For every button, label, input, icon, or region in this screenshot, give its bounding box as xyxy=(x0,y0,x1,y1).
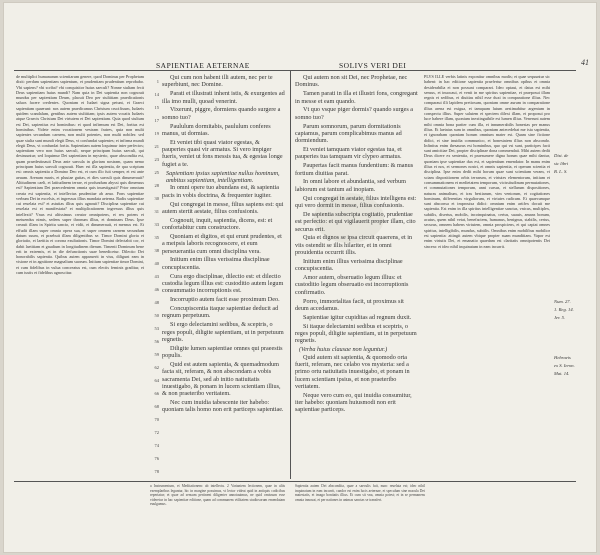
verse-number: 68 xyxy=(154,404,159,409)
verse-paragraph: Initium enim illius verissima disciplinae concupiscentia. xyxy=(162,256,270,271)
verse-paragraph: Parum somnorum, parum dormitationis capiamus, parum complicabimus manus ad dormiendum. xyxy=(295,122,402,145)
verse-paragraph: Amor autem, obseruatio legum illius: et custoditio legum obseruatio est incorruptionis confirmatio. xyxy=(295,274,409,296)
verse-paragraph: Vixerunt, piggre, dormiens quando surgere a somno tuo? xyxy=(162,106,281,121)
verse-paragraph: In omni opere tuo abundans est, & sapientia pacis in vobis doctrina, & frequenter iugiter. xyxy=(162,184,279,199)
book-page xyxy=(4,3,596,552)
margin-note-5: 1. Reg. 14. xyxy=(554,307,574,312)
verse-paragraph: Si ergo delectamini sedibus, & sceptris, o reges populi, diligite sapientiam, ut in perpetuum regnetis. xyxy=(162,321,284,343)
right-commentary-column xyxy=(424,74,550,479)
verse-paragraph: Vt quo vsque piger dormis? quando surges a somno tuo? xyxy=(295,106,414,121)
margin-note-7: Hebraeis xyxy=(554,355,571,360)
verse-paragraph: Qui cum non habent illi autem, nec per te superbiunt, nec Domine. xyxy=(162,74,273,89)
verse-number: 76 xyxy=(154,456,159,461)
verse-number: 46 xyxy=(154,287,159,292)
verse-number: 21 xyxy=(154,144,159,149)
verse-paragraph: (Verba huius clausae non leguntur.) xyxy=(299,346,388,354)
verse-number: 23 xyxy=(154,157,159,162)
verse-number: 19 xyxy=(154,131,159,136)
verse-paragraph: Quid autem sit sapientia, & quomodo orta fuerit, referam, nec celabo vos mysteria: sed a primo ortu natiuitatis inuestigabo, et ponam in lucem scientiam ipsius, et non praeteribo veritatem. xyxy=(295,353,410,390)
running-head-left: SAPIENTIAE AETERNAE xyxy=(156,61,250,70)
verse-paragraph: Parati et illustrati inhent istis, & exurgentes ad illa imo mulli, quoad venerint. xyxy=(162,90,285,105)
verse-paragraph: Quid est autem sapientia, & quemadmodum facta sit, referam, & non abscondam a vobis sacramenta Dei, sed ab initio natiuitatis inuestigabo, & ponam in lucem scientiam illius, & non praeteribo veritatem. xyxy=(162,360,281,398)
verse-number: 25 xyxy=(154,170,159,175)
verse-number: 48 xyxy=(154,300,159,305)
verse-paragraph: Et veniet tibi quasi viator egestas, & pauperies quasi vir armatus. Si vero impiger fueris, veniet ut fons messis tua, & egestas longe fugiet a te. xyxy=(162,138,283,168)
verse-number: 14 xyxy=(154,92,159,97)
verse-number: 31 xyxy=(154,209,159,214)
verse-number: 78 xyxy=(154,469,159,474)
verse-number: 66 xyxy=(154,391,159,396)
verse-paragraph: Nec cum inuidia tabescente iter habebo: quoniam talis homo non erit particeps sapientiae. xyxy=(162,399,284,414)
margin-note-2: sic libri xyxy=(554,161,569,166)
verse-number: 1 xyxy=(156,79,159,84)
center-right-verse-column xyxy=(295,74,419,479)
center-left-verse-column xyxy=(162,74,285,479)
verse-paragraph: Quoniam et digitos, et qui erunt prudentes, et a meipsis laboris recognoscere, et eum perseuerantia cum omni disciplina vera. xyxy=(162,232,282,255)
verse-number: 62 xyxy=(154,365,159,370)
verse-number: 64 xyxy=(154,378,159,383)
verse-paragraph: Si itaque delectamini sedibus et sceptris, o reges populi, diligite sapientiam, ut in perpetuum regnetis. xyxy=(295,322,417,345)
verse-paragraph: Paululum dormitabis, paululum conferes manus, ut dormias. xyxy=(162,122,271,137)
verse-paragraph: Porro, immortalitas facit, ut proximus sit deum accedamus. xyxy=(295,297,404,312)
verse-paragraph: Concupiscentia itaque sapientiae deducit ad regnum perpetuum. xyxy=(162,304,279,320)
verse-number: 40 xyxy=(154,261,159,266)
verse-paragraph: Paupertas facit manus fundentium: & manus fortium diuitias parat. xyxy=(295,162,414,177)
margin-note-6: Jer. 5. xyxy=(554,315,566,320)
verse-number: 30 xyxy=(154,196,159,201)
left-commentary-text: de multiplici humanarum scientiarum genere, quod Dominus per Prophetam dixit: perdam sapientiam sapientum, et prudentiam prudentium reprobabo. Vbi sapiens? vbi scriba? vbi conquisitor huius saeculi? Nonne stultam fecit Deus sapientiam huius mundi? Nam quia in Dei sapientia non cognouit mundus per sapientiam Deum, placuit Deo per stultitiam praedicationis saluos facere credentes. Quoniam et Iudaei signa petunt, et Graeci sapientiam quaerunt: nos autem praedicamus Christum crucifixum, Iudaeis quidem scandalum, gentibus autem stultitiam; ipsis autem vocatis Iudaeis atque Graecis Christum Dei virtutem et Dei sapientiam. Quia quod stultum est Dei, sapientius est hominibus: et quod infirmum est Dei, fortius est hominibus. Videte enim vocationem vestram fratres, quia non multi sapientes secundum carnem, non multi potentes, non multi nobiles: sed quae stulta sunt mundi elegit Deus, vt confundat sapientes; et infirma mundi elegit Deus, vt confundat fortia. Sapientiam autem loquimur inter perfectos; sapientiam vero non huius saeculi, neque principum huius saeculi, qui destruuntur; sed loquimur Dei sapientiam in mysterio, quae abscondita est, quam praedestinauit Deus ante saecula in gloriam nostram, quam nemo principum huius saeculi cognouit. Haec est illa sapientia, de qua scriptum est: omnis sapientia a Domino Deo est, et cum illo fuit semper, et est ante aeuum. Arenam maris, et pluuiae guttas, et dies saeculi quis dinumerauit? Altitudinem caeli, et latitudinem terrae, et profundum abyssi quis dimensus est? Sapientiam Dei praecedentem omnia quis inuestigauit? Prior omnium creata est sapientia, et intellectus prudentiae ab aeuo. Fons sapientiae verbum Dei in excelsis, et ingressus illius mandata aeterna. Radix sapientiae cui reuelata est? et astutias illius quis agnouit? Disciplina sapientiae cui reuelata est et manifestata? et multiplicationem ingressus illius quis intellexit? Vnus est altissimus creator omnipotens, et rex potens et metuendus nimis, sedens super thronum illius, et dominans Deus. Ipse creauit illam in Spiritu sancto, et vidit, et dinumerauit, et mensus est. Et effudit illam super omnia opera sua, et super omnem carnem secundum datum suum, et praebuit illam diligentibus se. Timor Domini gloria et gloriatio, et laetitia et corona exultationis. Timor Domini delectabit cor, et dabit laetitiam et gaudium in longitudinem dierum. Timenti Dominum bene erit in extremis, et in die defunctionis suae benedicetur. Dilectio Dei honorabilis sapientia. Quibus autem apparuerit in visu, diligunt eam in visione et in agnitione magnalium suorum. Initium sapientiae timor Domini, et cum fidelibus in vulua concreatus est, cum electis feminis graditur, et cum iustis et fidelibus agnoscitur. xyxy=(16,74,144,275)
verse-number: 53 xyxy=(154,326,159,331)
column-divider xyxy=(290,71,291,479)
verse-paragraph: Qui congregat in messe, filius sapiens est: qui autem stertit aestate, filius confusionis. xyxy=(162,200,284,215)
head-rule xyxy=(14,70,576,71)
footnote-rule xyxy=(14,481,576,482)
margin-note-9: Mat. 14. xyxy=(554,371,570,376)
verse-number: 33 xyxy=(154,222,159,227)
verse-paragraph: Incorruptio autem facit esse proximum Deo. xyxy=(170,296,280,304)
footnote-right: Sapientia autem Dei abscondita, quae a saeculis fuit, nunc reuelata est; ideo nihil inquinatum in eam incurrit, candor est enim lucis aeternae, et speculum sine macula Dei maiestatis, et imago bonitatis illius. Et cum sit vna, omnia potest; et in se permanens omnia innouat, et per nationes in animas sanctas se transfert. xyxy=(295,484,425,502)
margin-note-8: ex S. Ieron. xyxy=(554,363,575,368)
verse-paragraph: Diligite lumen sapientiae omnes qui praeestis populis. xyxy=(162,344,283,360)
verse-paragraph: Initium enim illius verissima disciplinae concupiscentia. xyxy=(295,257,403,273)
verse-number: 35 xyxy=(154,235,159,240)
verse-number: 28 xyxy=(154,183,159,188)
verse-paragraph: Tamen parati in illa et illustri fons, congregant in messe et eam quando. xyxy=(295,90,418,105)
verse-number: 38 xyxy=(154,248,159,253)
running-head-right: SOLIVS VERI DEI xyxy=(339,61,407,70)
verse-number: 50 xyxy=(154,313,159,318)
verse-paragraph: Qui congregat in aestate, filius intelligens est: qui vero dormit in messe, filius confusionis. xyxy=(295,194,417,209)
verse-paragraph: Cura ergo disciplinae, dilectio est: et dilectio custodia legum illius est: custoditio autem legum consummatio incorruptionis est. xyxy=(162,272,284,295)
verse-paragraph: Sapientiam ipsius sapientiae nullus hominum, ambitus sapientiam, intelligentiam. xyxy=(166,169,280,184)
verse-number: 17 xyxy=(154,118,159,123)
verse-numbers xyxy=(145,75,159,480)
verse-paragraph: Quia et dignos se ipsa circuit quaerens, et in viis ostendit se illis hilariter, et in omni prouidentia occurrit illis. xyxy=(295,234,413,257)
verse-number: 59 xyxy=(154,352,159,357)
verse-number: 74 xyxy=(154,443,159,448)
margin-note-1: Dist. de xyxy=(554,153,569,158)
verse-paragraph: De sapientia subscripta cogitatio, prudentiae est perfectio: et qui vigilauerit propter illam, cito securus erit. xyxy=(295,210,416,233)
verse-number: 72 xyxy=(154,430,159,435)
verse-paragraph: Qui autem non sit Dei, nec Prophetae, nec Dominus. xyxy=(295,74,408,89)
margin-note-3: B. L. S. xyxy=(554,169,568,174)
verse-paragraph: In omni labore et abundantia, sed verbum labiorum est tantum ad inopiam. xyxy=(295,178,406,193)
verse-number: 70 xyxy=(154,417,159,422)
verse-paragraph: Sapientiae igitur cupiditas ad regnum duxit. xyxy=(303,313,412,321)
verse-paragraph: Cognouit, inquit, sapientia, dicens, est: et confortabitur cum constructore. xyxy=(162,216,273,232)
verse-paragraph: Neque vero cum eo, qui inuidia consumitur, iter habebo: quoniam huiusmodi non erit sapientiae particeps. xyxy=(295,391,412,414)
margin-note-4: Num. 27. xyxy=(554,299,571,304)
footnote-left: a Instrumentum, et Meditationem: ab intellectu. 2 Variantem lectionem, quae in aliis exemplaribus leguntur, hic in margine posuimus, vt lector videat quid in antiquis codicibus reperiatur; et quae ad sensum pertinent diligenter annotauimus, ne quid omissum esse videretur in hac sapientiae editione, quam ad communem vtilitatem studiosorum emendatam euulgamus. xyxy=(150,484,285,506)
verse-paragraph: Et veniet tamquam viator egestas tua, et pauperies tua tamquam vir clypeo armatus. xyxy=(295,146,402,161)
folio-number: 41 xyxy=(581,58,589,67)
verse-number: 56 xyxy=(154,339,159,344)
verse-number: 43 xyxy=(154,274,159,279)
left-commentary-column xyxy=(16,74,144,479)
verse-number: 15 xyxy=(154,105,159,110)
right-commentary-text: PLVS ILLE verbis latinis exponitur omnibus modis; et quae sequuntur sic habent: in hac editione sapientia praefertur omnibus opibus et omnia desiderabilia ei non possunt comparari. Ideo optaui, et datus est mihi sensus, et inuocaui, et venit in me spiritus sapientiae, et praeposui illam regnis et sedibus, et diuitias nihil esse duxi in comparatione illius. Nec comparaui illi lapidem pretiosum, quoniam omne aurum in comparatione illius arena est exigua, et tamquam lutum aestimabitur argentum in conspectu illius. Super salutem et speciem dilexi illam, et proposui pro luce habere illam, quoniam inextinguibile est lumen illius. Venerunt autem mihi omnia bona pariter cum illa, et innumerabilis honestas per manus illius. Et laetatus sum in omnibus, quoniam antecedebat me ista sapientia, et ignorabam quoniam horum omnium mater est. Quam sine fictione didici, et sine inuidia communico, et honestatem illius non abscondo. Infinitus enim thesaurus est hominibus, quo qui vsi sunt, participes facti sunt amicitiae Dei, propter disciplinae dona commendati. Mihi autem dedit Deus dicere ex sententia, et praesumere digna horum quae mihi dantur, quoniam ipse sapientiae dux est, et sapientium emendator. In manu enim illius et nos, et sermones nostri, et omnis sapientia, et operum scientia et disciplina. Ipse enim dedit mihi horum quae sunt scientiam veram, vt sciam dispositionem orbis terrarum, et virtutes elementorum, initium et consummationem et medietatem temporum, vicissitudinum permutationes, et commutationes temporum, anni cursus, et stellarum dispositiones, naturas animalium, et iras bestiarum, vim ventorum, et cogitationes hominum, differentias virgultorum, et virtutes radicum. Et quaecumque sunt absconsa et improuisa didici: omnium enim artifex docuit me sapientia. Est enim in illa spiritus intelligentiae sanctus, vnicus, multiplex, subtilis, disertus, mobilis, incoinquinatus, certus, suauis, amans bonum, acutus, quem nihil vetat, benefaciens, humanus, benignus, stabilis, certus, securus, omnem habens virtutem, omnia prospiciens, et qui capiat omnes spiritus, intelligibilis, mundus, subtilis. Omnibus enim mobilibus mobilior est sapientia: attingit autem vbique propter suam munditiam. Vapor est enim virtutis Dei, et emanatio quaedam est claritatis omnipotentis Dei sincera: et ideo nihil inquinatum in eam incurrit. xyxy=(424,74,550,249)
